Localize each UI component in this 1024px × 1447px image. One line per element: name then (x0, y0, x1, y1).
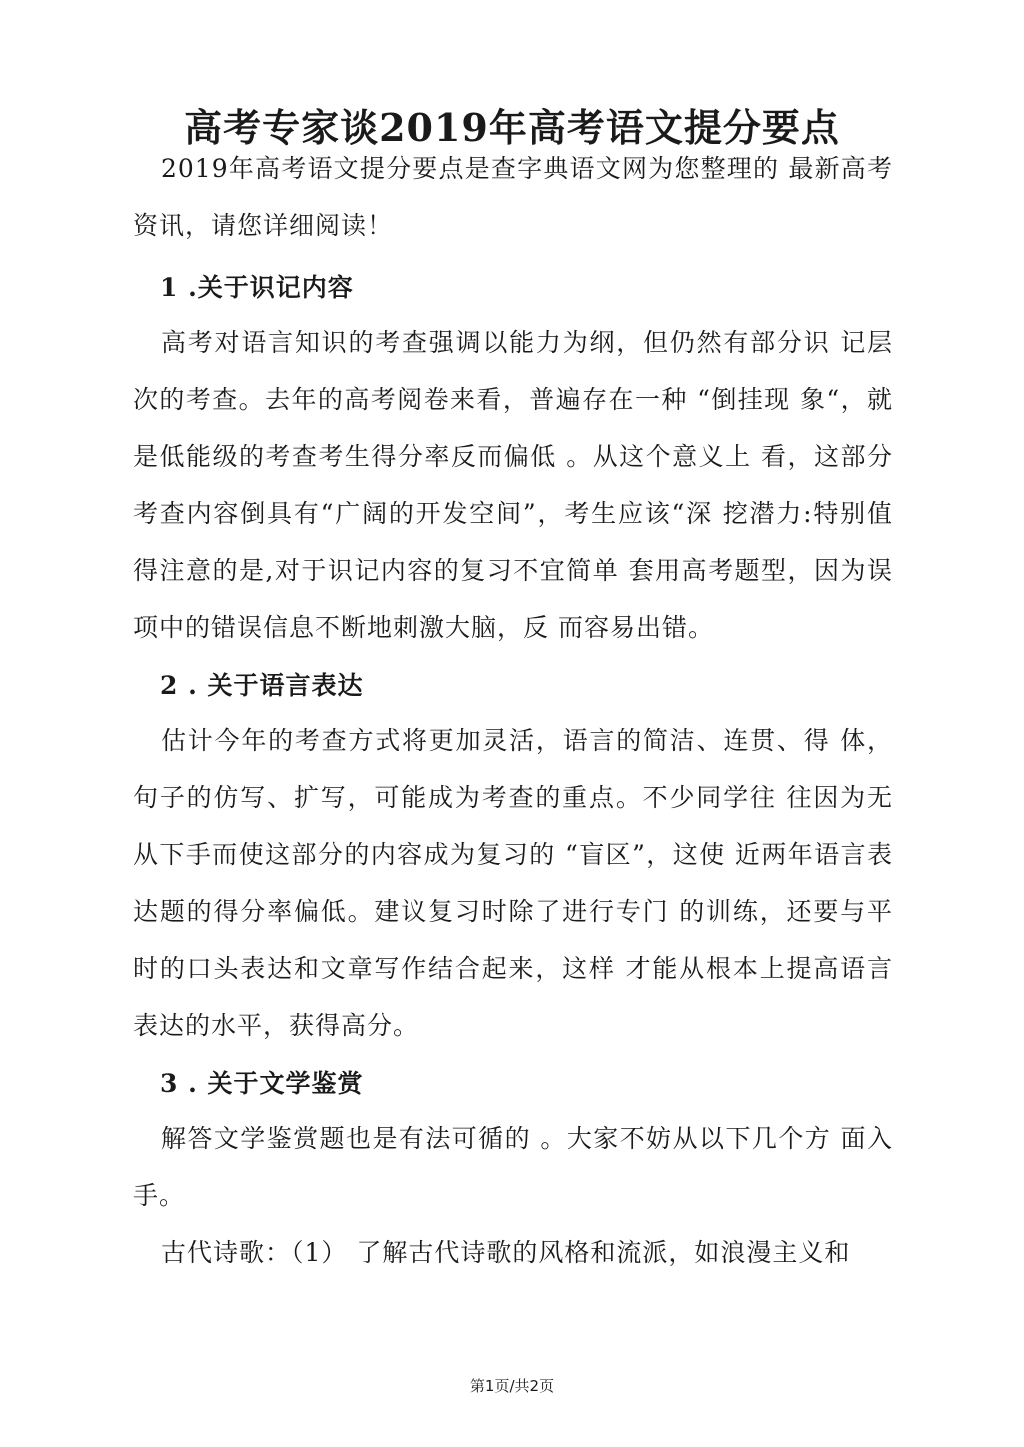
document-title: 高考专家谈2019年高考语文提分要点 (184, 105, 840, 151)
section-1-paragraph: 高考对语言知识的考查强调以能力为纲，但仍然有部分识 记层次的考查。去年的高考阅卷来看，普遍存在一种 “倒挂现 象“，就是低能级的考查考生得分率反而偏低 。从这个意义上 看，这部分考查内容倒具有“广阔的开发空间”，考生应该“深 挖潜力:特别值得注意的是,对于识记内容的复习不宜简单 套用高考题型，因为误项中的错误信息不断地刺激大脑，反 而容易出错。 (133, 328, 893, 642)
page-number: 第1页/共2页 (469, 1377, 555, 1395)
section-heading-3: 3 . 关于文学鉴赏 (160, 1069, 364, 1098)
section-heading-1: 1 .关于识记内容 (160, 273, 354, 302)
section-2-paragraph: 估计今年的考查方式将更加灵活，语言的简洁、连贯、得 体，句子的仿写、扩写，可能成为考查的重点。不少同学往 往因为无从下手而使这部分的内容成为复习的 “盲区”，这使 近两年语言表达题的得分率偏低。建议复习时除了进行专门 的训练，还要与平时的口头表达和文章写作结合起来，这样 才能从根本上提高语言表达的水平，获得高分。 (133, 726, 893, 1040)
intro-paragraph: 2019年高考语文提分要点是查字典语文网为您整理的 最新高考资讯，请您详细阅读！ (133, 154, 893, 240)
section-3-paragraph-2: 古代诗歌：（1） 了解古代诗歌的风格和流派，如浪漫主义和 (161, 1238, 851, 1267)
section-3-paragraph-1: 解答文学鉴赏题也是有法可循的 。大家不妨从以下几个方 面入手。 (133, 1124, 893, 1210)
section-heading-2: 2 . 关于语言表达 (160, 671, 364, 700)
